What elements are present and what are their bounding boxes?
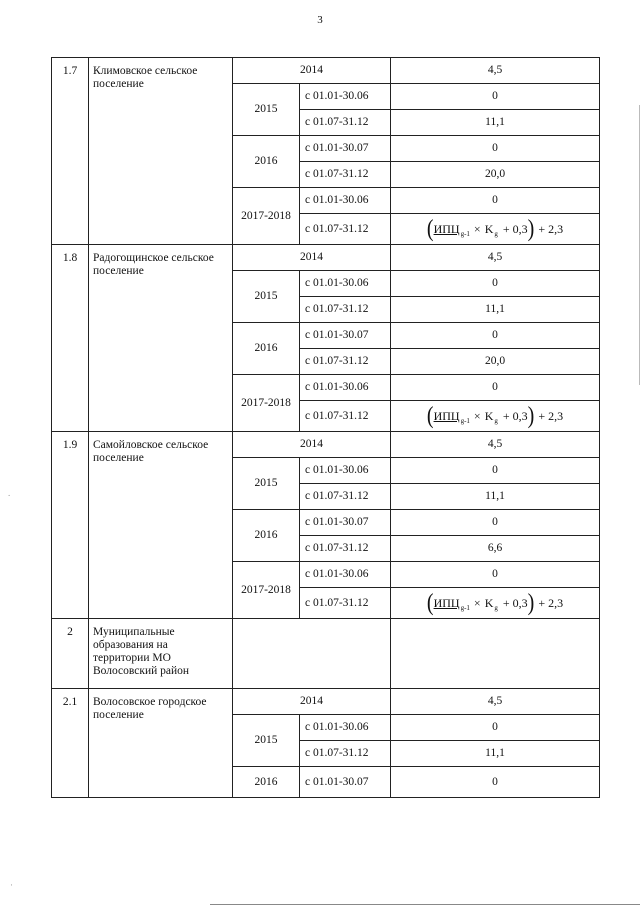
period-cell: с 01.01-30.06 bbox=[300, 458, 391, 484]
value-cell: 0 bbox=[391, 510, 600, 536]
period-cell: с 01.01-30.06 bbox=[300, 375, 391, 401]
empty-cell bbox=[391, 619, 600, 689]
period-cell: с 01.07-31.12 bbox=[300, 297, 391, 323]
year-cell: 2017-2018 bbox=[233, 375, 300, 432]
formula-ipc-subscript: g-1 bbox=[460, 229, 470, 238]
formula-cell bbox=[391, 214, 600, 245]
value-cell: 11,1 bbox=[391, 741, 600, 767]
year-cell: 2016 bbox=[233, 323, 300, 375]
row-number: 1.9 bbox=[52, 432, 89, 619]
value-cell: 0 bbox=[391, 84, 600, 110]
formula bbox=[426, 215, 564, 243]
value-cell: 0 bbox=[391, 188, 600, 214]
value-cell: 0 bbox=[391, 562, 600, 588]
period-cell: с 01.01-30.06 bbox=[300, 562, 391, 588]
period-cell: с 01.01-30.07 bbox=[300, 767, 391, 798]
year-cell: 2016 bbox=[233, 510, 300, 562]
table-row bbox=[52, 432, 600, 458]
value-cell: 0 bbox=[391, 458, 600, 484]
row-number: 1.8 bbox=[52, 245, 89, 432]
formula-ipc-subscript: g-1 bbox=[460, 603, 470, 612]
value-cell: 4,5 bbox=[391, 245, 600, 271]
row-number: 2.1 bbox=[52, 689, 89, 798]
formula-open-paren: ( bbox=[426, 589, 434, 617]
formula-times: × bbox=[473, 408, 481, 423]
value-cell: 4,5 bbox=[391, 58, 600, 84]
value-cell: 20,0 bbox=[391, 349, 600, 375]
formula bbox=[426, 402, 564, 430]
period-cell: с 01.01-30.06 bbox=[300, 188, 391, 214]
formula-ipc: ИПЦ bbox=[433, 221, 460, 236]
formula-close-paren: ) bbox=[527, 589, 535, 617]
formula-plus-outer: + 2,3 bbox=[538, 221, 564, 236]
formula-plus-outer: + 2,3 bbox=[538, 408, 564, 423]
page-number: 3 bbox=[317, 14, 323, 26]
formula-close-paren: ) bbox=[527, 215, 535, 243]
formula-ipc-subscript: g-1 bbox=[460, 416, 470, 425]
formula-cell bbox=[391, 401, 600, 432]
period-cell: с 01.07-31.12 bbox=[300, 214, 391, 245]
formula-plus-inner: + 0,3 bbox=[502, 595, 528, 610]
settlement-name: Самойловское сельское поселение bbox=[89, 432, 233, 619]
formula-k: K bbox=[484, 595, 494, 610]
formula-plus-inner: + 0,3 bbox=[502, 408, 528, 423]
value-cell: 0 bbox=[391, 136, 600, 162]
period-cell: с 01.07-31.12 bbox=[300, 401, 391, 432]
formula-times: × bbox=[473, 221, 481, 236]
section-name: Муниципальные образования на территории МО Волосовский район bbox=[89, 619, 233, 689]
value-cell: 11,1 bbox=[391, 110, 600, 136]
formula-close-paren: ) bbox=[527, 402, 535, 430]
period-cell: с 01.01-30.06 bbox=[300, 715, 391, 741]
year-cell: 2016 bbox=[233, 767, 300, 798]
value-cell: 11,1 bbox=[391, 297, 600, 323]
row-number: 1.7 bbox=[52, 58, 89, 245]
period-cell: с 01.01-30.06 bbox=[300, 84, 391, 110]
value-cell: 4,5 bbox=[391, 689, 600, 715]
value-cell: 0 bbox=[391, 375, 600, 401]
settlement-name: Волосовское городское поселение bbox=[89, 689, 233, 798]
year-cell: 2014 bbox=[233, 245, 391, 271]
formula-k: K bbox=[484, 408, 494, 423]
table-row bbox=[52, 245, 600, 271]
value-cell: 6,6 bbox=[391, 536, 600, 562]
period-cell: с 01.07-31.12 bbox=[300, 741, 391, 767]
period-cell: с 01.01-30.06 bbox=[300, 271, 391, 297]
formula-k: K bbox=[484, 221, 494, 236]
value-cell: 4,5 bbox=[391, 432, 600, 458]
formula bbox=[426, 589, 564, 617]
year-cell: 2014 bbox=[233, 689, 391, 715]
period-cell: с 01.07-31.12 bbox=[300, 162, 391, 188]
value-cell: 0 bbox=[391, 271, 600, 297]
empty-cell bbox=[233, 619, 391, 689]
formula-open-paren: ( bbox=[426, 402, 434, 430]
table-row bbox=[52, 689, 600, 715]
formula-cell bbox=[391, 588, 600, 619]
year-cell: 2017-2018 bbox=[233, 188, 300, 245]
formula-k-subscript: g bbox=[494, 229, 498, 238]
year-cell: 2016 bbox=[233, 136, 300, 188]
year-cell: 2017-2018 bbox=[233, 562, 300, 619]
value-cell: 20,0 bbox=[391, 162, 600, 188]
year-cell: 2015 bbox=[233, 715, 300, 767]
scan-dot: . bbox=[8, 488, 11, 498]
formula-ipc: ИПЦ bbox=[433, 595, 460, 610]
formula-plus-inner: + 0,3 bbox=[502, 221, 528, 236]
formula-k-subscript: g bbox=[494, 416, 498, 425]
table-row bbox=[52, 58, 600, 84]
formula-ipc: ИПЦ bbox=[433, 408, 460, 423]
scan-dot: · bbox=[10, 880, 13, 890]
value-cell: 11,1 bbox=[391, 484, 600, 510]
formula-k-subscript: g bbox=[494, 603, 498, 612]
period-cell: с 01.01-30.07 bbox=[300, 136, 391, 162]
year-cell: 2014 bbox=[233, 432, 391, 458]
period-cell: с 01.07-31.12 bbox=[300, 484, 391, 510]
period-cell: с 01.01-30.07 bbox=[300, 510, 391, 536]
row-number: 2 bbox=[52, 619, 89, 689]
formula-plus-outer: + 2,3 bbox=[538, 595, 564, 610]
year-cell: 2015 bbox=[233, 458, 300, 510]
settlement-name: Климовское сельское поселение bbox=[89, 58, 233, 245]
year-cell: 2014 bbox=[233, 58, 391, 84]
period-cell: с 01.07-31.12 bbox=[300, 588, 391, 619]
table-row bbox=[52, 619, 600, 689]
year-cell: 2015 bbox=[233, 271, 300, 323]
tariff-table bbox=[51, 57, 600, 798]
formula-open-paren: ( bbox=[426, 215, 434, 243]
period-cell: с 01.07-31.12 bbox=[300, 349, 391, 375]
year-cell: 2015 bbox=[233, 84, 300, 136]
value-cell: 0 bbox=[391, 323, 600, 349]
period-cell: с 01.07-31.12 bbox=[300, 536, 391, 562]
period-cell: с 01.01-30.07 bbox=[300, 323, 391, 349]
period-cell: с 01.07-31.12 bbox=[300, 110, 391, 136]
formula-times: × bbox=[473, 595, 481, 610]
settlement-name: Радогощинское сельское поселение bbox=[89, 245, 233, 432]
value-cell: 0 bbox=[391, 767, 600, 798]
value-cell: 0 bbox=[391, 715, 600, 741]
